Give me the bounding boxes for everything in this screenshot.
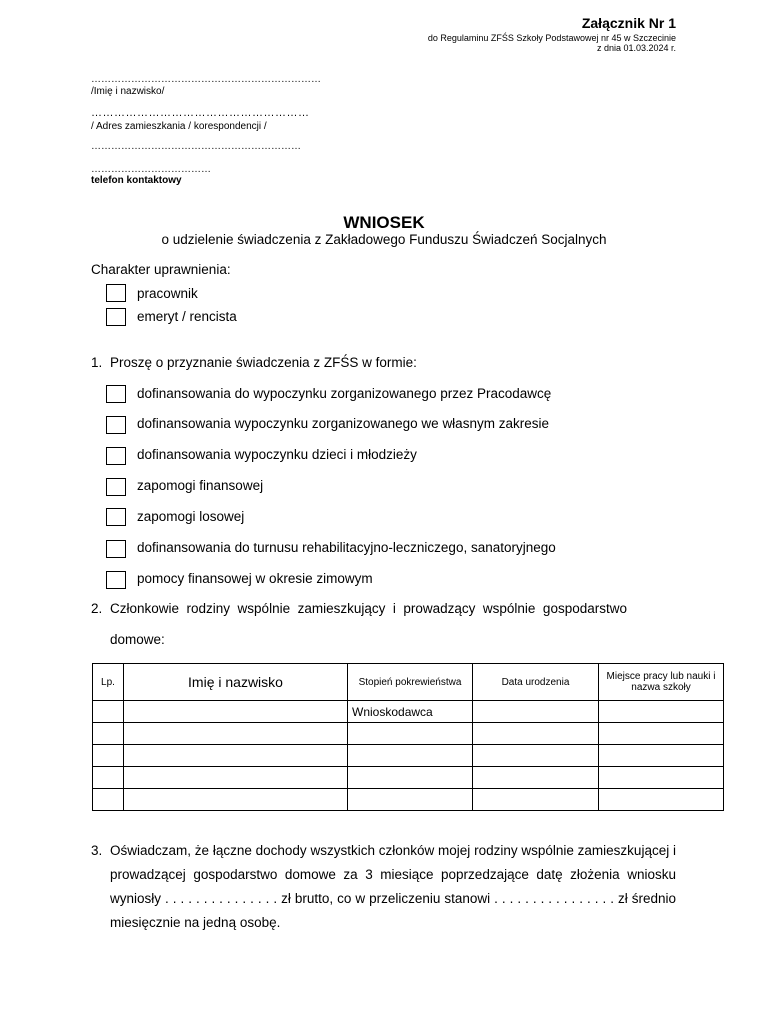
- table-cell[interactable]: [348, 723, 473, 745]
- column-header-birth-date: Data urodzenia: [473, 664, 599, 701]
- checkbox-retiree[interactable]: [106, 308, 126, 326]
- document-subtitle: o udzielenie świadczenia z Zakładowego Funduszu Świadczeń Socjalnych: [161, 232, 607, 247]
- benefit-option-label: dofinansowania wypoczynku zorganizowanego we własnym zakresie: [137, 416, 549, 431]
- table-cell[interactable]: [93, 701, 124, 723]
- table-cell[interactable]: [473, 767, 599, 789]
- table-row: [93, 723, 724, 745]
- table-cell[interactable]: [599, 723, 724, 745]
- table-cell[interactable]: [124, 701, 348, 723]
- table-cell[interactable]: [124, 723, 348, 745]
- table-header-row: [93, 664, 724, 701]
- benefit-option-label: zapomogi losowej: [137, 509, 245, 524]
- checkbox-benefit-children-vacation[interactable]: [106, 447, 126, 465]
- benefit-option-label: pomocy finansowej w okresie zimowym: [137, 571, 373, 586]
- column-header-workplace: Miejsce pracy lub nauki i nazwa szkoły: [599, 664, 724, 701]
- table-row: [93, 745, 724, 767]
- table-cell[interactable]: [124, 789, 348, 811]
- checkbox-benefit-own-vacation[interactable]: [106, 416, 126, 434]
- table-cell[interactable]: [348, 789, 473, 811]
- column-header-relationship: Stopień pokrewieństwa: [348, 664, 473, 701]
- family-members-table: [92, 663, 724, 811]
- table-row: [93, 767, 724, 789]
- table-cell[interactable]: [348, 767, 473, 789]
- table-cell[interactable]: [599, 701, 724, 723]
- section-2-number: 2.: [91, 601, 103, 616]
- section-3-text: Oświadczam, że łączne dochody wszystkich członków mojej rodziny wspólnie zamieszkującej i prowadzącej gospodarstwo domowe za 3 miesiące poprzedzające datę złożenia wniosku wyniosły . . . . . . . . . . . . . . . zł brutto, co w przeliczeniu stanowi . . . . . . . . . . . . . . . . zł średnio miesięcznie na jedną osobę.: [110, 843, 676, 930]
- name-label: /Imię i nazwisko/: [91, 86, 165, 97]
- table-cell[interactable]: [93, 789, 124, 811]
- attachment-date-line: z dnia 01.03.2024 r.: [596, 43, 676, 53]
- entitlement-label: Charakter uprawnienia:: [91, 262, 231, 277]
- checkbox-benefit-winter-aid[interactable]: [106, 571, 126, 589]
- table-row: [93, 789, 724, 811]
- section-3-number: 3.: [91, 843, 103, 858]
- table-cell[interactable]: [599, 745, 724, 767]
- table-cell[interactable]: [599, 767, 724, 789]
- address-label: / Adres zamieszkania / korespondencji /: [91, 121, 267, 132]
- table-cell[interactable]: [93, 723, 124, 745]
- address-dotted-line: …………………………………………………: [91, 107, 310, 119]
- benefit-option-label: dofinansowania do turnusu rehabilitacyjno-leczniczego, sanatoryjnego: [137, 540, 556, 555]
- phone-label: telefon kontaktowy: [91, 175, 182, 186]
- table-cell[interactable]: [348, 745, 473, 767]
- checkbox-benefit-random-event-aid[interactable]: [106, 508, 126, 526]
- table-cell[interactable]: [93, 745, 124, 767]
- address-dotted-line-2: ………………………………………………………: [91, 141, 301, 152]
- section-3: [91, 839, 676, 935]
- checkbox-benefit-financial-aid[interactable]: [106, 478, 126, 496]
- attachment-regulation-line: do Regulaminu ZFŚS Szkoły Podstawowej nr 45 w Szczecinie: [427, 33, 676, 43]
- benefit-option-label: dofinansowania do wypoczynku zorganizowanego przez Pracodawcę: [137, 386, 552, 401]
- checkbox-benefit-rehabilitation[interactable]: [106, 540, 126, 558]
- table-cell[interactable]: [599, 789, 724, 811]
- table-cell[interactable]: [93, 767, 124, 789]
- phone-dotted-line: ………………………………: [91, 164, 211, 175]
- attachment-title: Załącznik Nr 1: [581, 15, 676, 31]
- section-2-text-line-1: Członkowie rodziny wspólnie zamieszkujący i prowadzący wspólnie gospodarstwo: [110, 601, 627, 616]
- table-cell[interactable]: [473, 745, 599, 767]
- column-header-lp: Lp.: [93, 664, 124, 701]
- table-cell[interactable]: [473, 701, 599, 723]
- table-cell[interactable]: [124, 745, 348, 767]
- section-2-text-line-2: domowe:: [110, 632, 165, 647]
- checkbox-employee[interactable]: [106, 284, 126, 302]
- column-header-name: Imię i nazwisko: [124, 664, 348, 701]
- checkbox-employee-label: pracownik: [137, 286, 198, 301]
- checkbox-retiree-label: emeryt / rencista: [137, 309, 237, 324]
- table-cell[interactable]: Wnioskodawca: [348, 701, 473, 723]
- name-dotted-line: ……………………………………………………………: [91, 74, 321, 85]
- checkbox-benefit-organized-by-employer[interactable]: [106, 385, 126, 403]
- section-1-number: 1.: [91, 355, 103, 370]
- table-cell[interactable]: [124, 767, 348, 789]
- section-1-text: Proszę o przyznanie świadczenia z ZFŚS w formie:: [110, 355, 417, 370]
- benefit-option-label: dofinansowania wypoczynku dzieci i młodzieży: [137, 447, 417, 462]
- table-cell[interactable]: [473, 789, 599, 811]
- table-cell[interactable]: [473, 723, 599, 745]
- document-title: WNIOSEK: [343, 213, 425, 232]
- benefit-option-label: zapomogi finansowej: [137, 478, 264, 493]
- table-row: [93, 701, 724, 723]
